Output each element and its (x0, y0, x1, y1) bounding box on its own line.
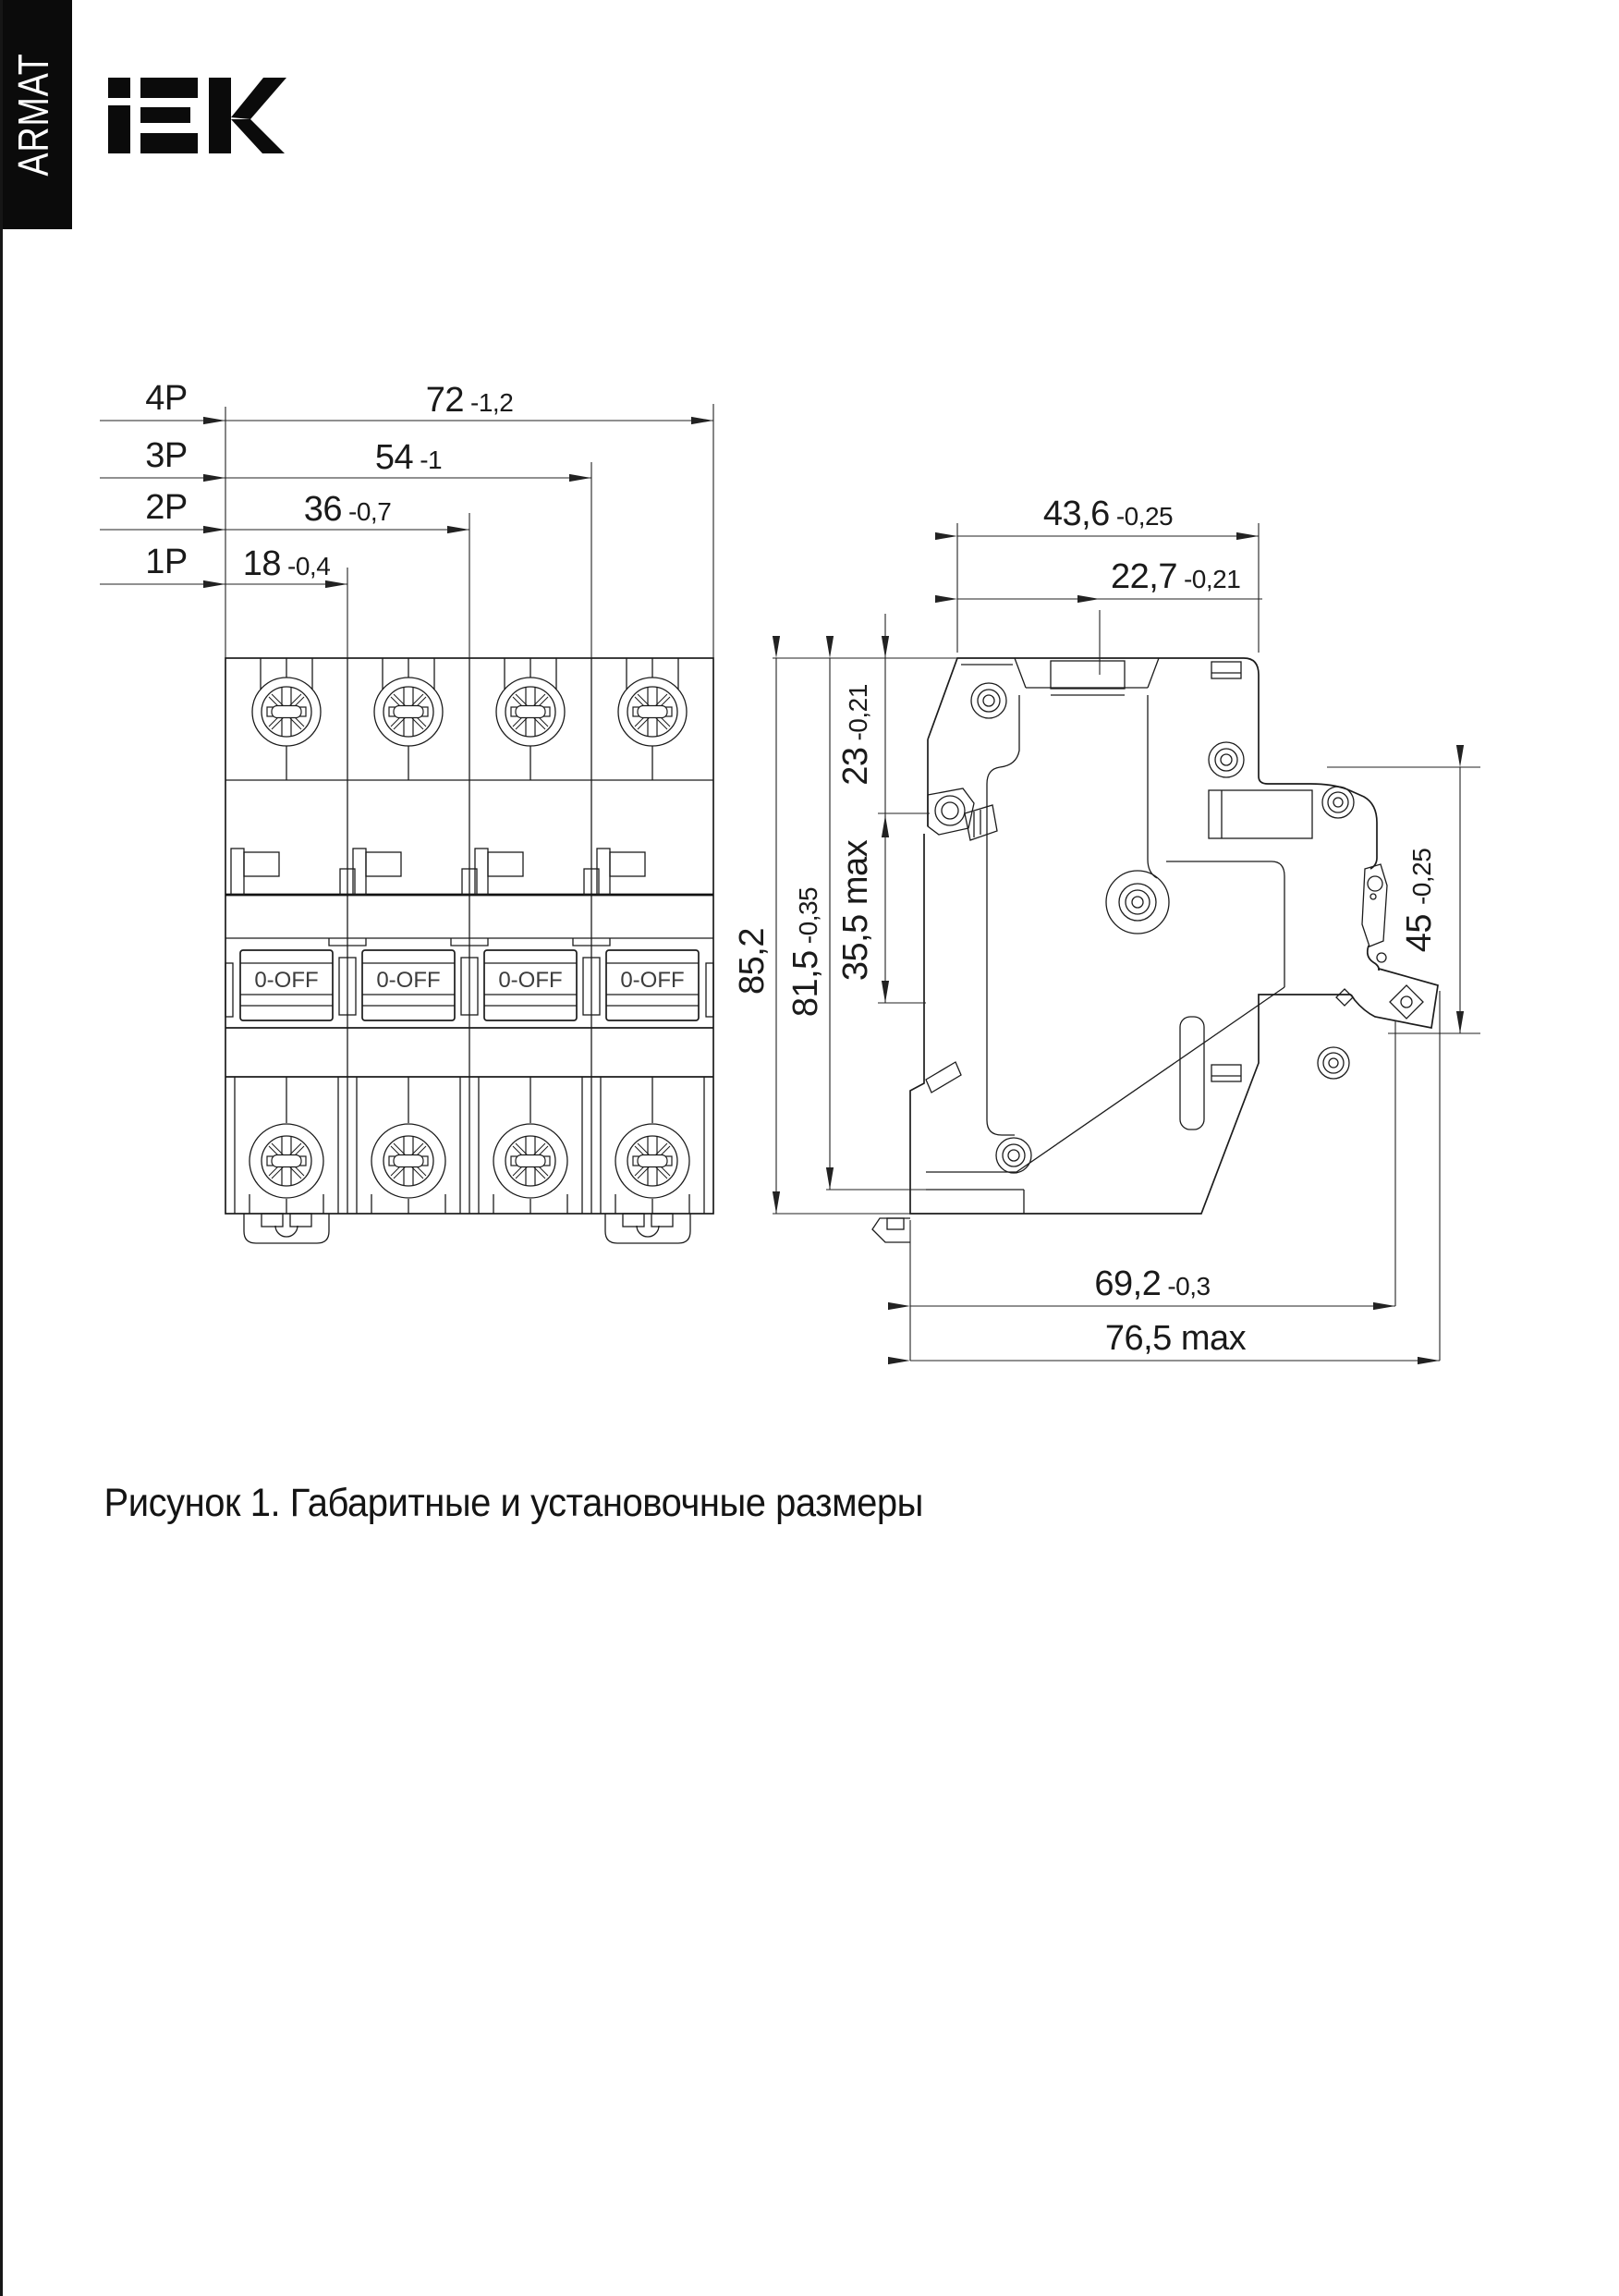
terminal-screw (262, 687, 311, 737)
rivet (996, 1138, 1031, 1173)
dim-depth: 69,2 -0,3 (1094, 1264, 1211, 1303)
dim-front-height: 45-0,25 (1400, 848, 1439, 953)
terminal-screw (383, 1136, 433, 1186)
armat-label: ARMAT (9, 53, 57, 177)
pole-1 (231, 658, 338, 1214)
rivet (1318, 1047, 1349, 1079)
dim-depth-max: 76,5 max (1104, 1319, 1247, 1358)
front-view (100, 379, 713, 1243)
page-edge-line (0, 0, 3, 2296)
switch-state-label: 0-OFF (620, 968, 685, 993)
switch-state-label: 0-OFF (376, 968, 441, 993)
pole-count-label: 1P (145, 543, 188, 581)
dim-width-2p: 36 -0,7 (303, 490, 392, 529)
din-clip (605, 1214, 690, 1243)
dim-rail-offset: 23-0,21 (836, 684, 875, 786)
pole-count-label: 4P (145, 379, 188, 418)
terminal-screw (627, 1136, 677, 1186)
dim-width-4p: 72 -1,2 (425, 381, 514, 420)
pole-2 (353, 658, 460, 1214)
dim-handle-offset: 22,7 -0,21 (1111, 557, 1241, 596)
rivet (1209, 742, 1244, 777)
terminal-screw (505, 1136, 555, 1186)
brand-header (3, 0, 286, 229)
figure-caption: Рисунок 1. Габаритные и установочные размеры (103, 1479, 923, 1525)
pole-count-label: 3P (145, 436, 188, 475)
side-outline-top (928, 658, 1377, 869)
switch-state-label: 0-OFF (498, 968, 563, 993)
dim-height-rear: 81,5-0,35 (786, 886, 825, 1018)
wire-clamp (1351, 969, 1438, 1028)
dim-width-1p: 18 -0,4 (242, 544, 331, 583)
terminal-screw (262, 1136, 311, 1186)
pole-count-label: 2P (145, 488, 188, 527)
pole-3 (475, 658, 582, 1214)
switch-state-label: 0-OFF (254, 968, 319, 993)
rivet (1322, 787, 1354, 818)
terminal-screw (505, 687, 555, 737)
terminal-screw (627, 687, 677, 737)
pole-divider-lines (347, 658, 591, 1214)
dim-width-3p: 54 -1 (374, 438, 443, 477)
dim-rail-zone: 35,5 max (836, 839, 875, 982)
terminal-screw (383, 687, 433, 737)
din-clip (244, 1214, 329, 1243)
side-view (733, 495, 1480, 1361)
pole-4 (597, 658, 704, 1214)
front-width-dimensions (100, 379, 713, 658)
side-dimensions (733, 495, 1480, 1361)
rivet (971, 683, 1006, 718)
dim-height-total: 85,2 (733, 928, 772, 995)
iek-logo-icon (108, 78, 286, 153)
dim-top-width: 43,6 -0,25 (1042, 495, 1174, 533)
